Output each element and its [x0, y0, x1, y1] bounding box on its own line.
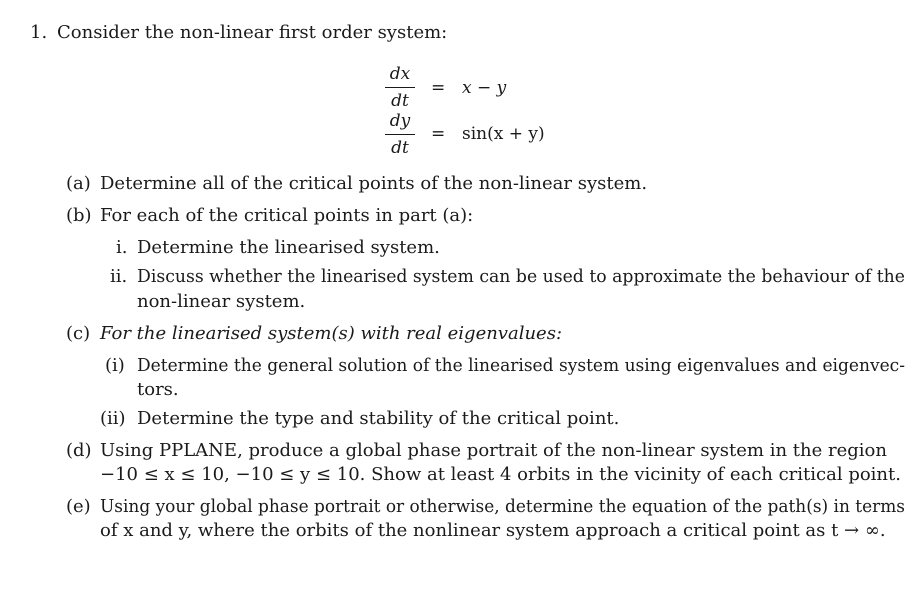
part-a-text: Determine all of the critical points of the non-linear system. [100, 173, 648, 194]
part-c-i-text-line-2: tors. [137, 379, 179, 400]
part-c-ii-text: Determine the type and stability of the critical point. [137, 408, 620, 429]
part-c-ii-label: (ii) [100, 408, 126, 429]
problem-intro: Consider the non-linear first order system: [57, 22, 448, 43]
part-b-text: For each of the critical points in part (a): [100, 205, 474, 226]
equation-2-equals: = [431, 124, 446, 144]
part-d-text-line-1: Using PPLANE, produce a global phase portrait of the non-linear system in the region [100, 440, 887, 461]
part-b-label: (b) [66, 205, 92, 226]
fraction-bar [385, 87, 415, 88]
equation-1-denominator: dt [391, 91, 409, 111]
equation-2-rhs: sin(x + y) [462, 124, 545, 144]
equation-2-denominator: dt [391, 138, 409, 158]
part-c-i-text-line-1: Determine the general solution of the linearised system using eigenvalues and eigenvec- [137, 355, 905, 376]
part-b-ii-text-line-2: non-linear system. [137, 291, 306, 312]
equation-1-rhs: x − y [462, 78, 507, 98]
equation-1-numerator: dx [389, 64, 411, 84]
part-e-label: (e) [66, 496, 91, 517]
equation-2-fraction [385, 113, 415, 157]
part-b-ii-text-line-1: Discuss whether the linearised system can be used to approximate the behaviour of the [137, 266, 906, 287]
part-d-text-line-2: −10 ≤ x ≤ 10, −10 ≤ y ≤ 10. Show at least 4 orbits in the vicinity of each critical point. [100, 464, 901, 485]
part-c-text: For the linearised system(s) with real eigenvalues: [100, 323, 563, 344]
problem-number: 1. [30, 22, 48, 43]
part-c-i-label: (i) [105, 355, 125, 376]
part-b-i-text: Determine the linearised system. [137, 237, 440, 258]
part-e-text-line-2: of x and y, where the orbits of the nonlinear system approach a critical point as t → ∞. [100, 520, 886, 541]
part-b-i-label: i. [116, 237, 128, 258]
equation-1-equals: = [431, 78, 446, 98]
part-d-label: (d) [66, 440, 92, 461]
part-b-ii-label: ii. [110, 266, 128, 287]
part-a-label: (a) [66, 173, 91, 194]
equation-1-fraction [385, 66, 415, 110]
part-e-text-line-1: Using your global phase portrait or otherwise, determine the equation of the path(s) in terms [100, 496, 905, 517]
equation-2-numerator: dy [389, 111, 411, 131]
fraction-bar [385, 134, 415, 135]
part-c-label: (c) [66, 323, 91, 344]
